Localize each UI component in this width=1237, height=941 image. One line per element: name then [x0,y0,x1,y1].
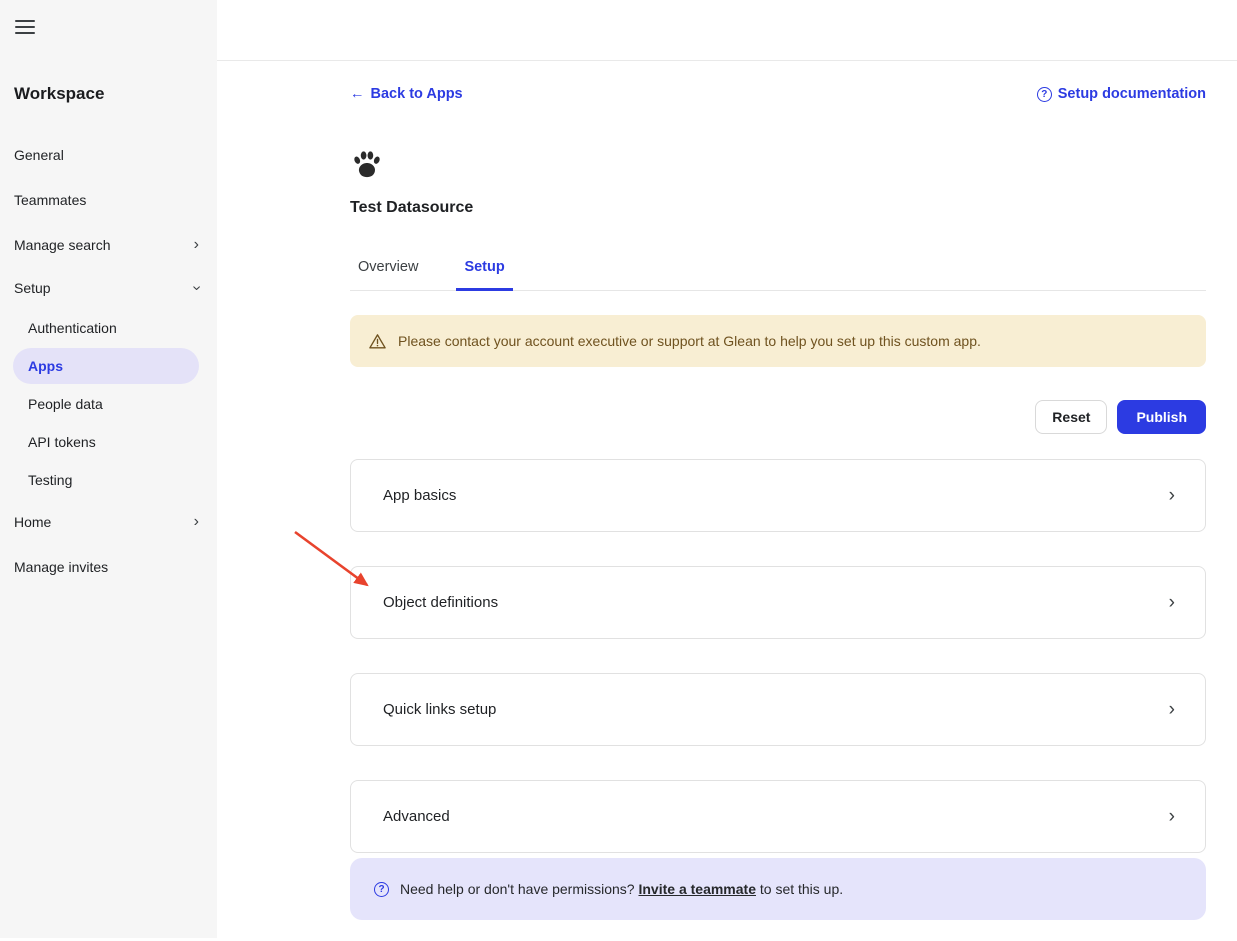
tab-overview[interactable]: Overview [358,259,419,275]
help-circle-icon: ? [1037,87,1052,102]
back-to-apps-link[interactable]: ← Back to Apps [350,86,463,102]
warning-text: Please contact your account executive or support at Glean to help you set up this custom app. [398,333,981,349]
sidebar-item-api-tokens[interactable]: API tokens [28,434,96,450]
content-column [350,61,1206,920]
sidebar-nav [0,132,217,589]
sidebar-item-apps[interactable]: Apps [13,348,199,384]
help-banner [350,858,1206,920]
page-title: Test Datasource [350,199,474,216]
sidebar-item-authentication[interactable]: Authentication [28,320,117,336]
tab-setup[interactable]: Setup [456,259,512,291]
sidebar-item-home[interactable]: Home › [14,512,199,530]
sidebar-item-setup[interactable]: Setup › [14,280,206,296]
chevron-right-icon: › [193,235,199,253]
invite-teammate-link[interactable]: Invite a teammate [638,881,756,897]
sidebar-item-testing[interactable]: Testing [28,472,73,488]
setup-documentation-link[interactable]: ? Setup documentation [1037,86,1206,102]
paw-icon [350,148,384,182]
reset-button[interactable]: Reset [1035,400,1107,434]
workspace-sidebar [0,0,217,938]
chevron-right-icon: › [1168,806,1175,827]
warning-triangle-icon [368,332,387,351]
chevron-down-icon: › [188,285,206,291]
sidebar-item-general[interactable]: General [14,146,64,163]
section-advanced[interactable]: Advanced › [350,780,1206,853]
publish-button[interactable]: Publish [1117,400,1206,434]
tab-bar [350,259,1206,291]
main-area [217,0,1237,941]
sidebar-heading: Workspace [14,84,105,103]
sidebar-item-teammates[interactable]: Teammates [14,191,87,208]
warning-banner [350,315,1206,367]
sidebar-item-people-data[interactable]: People data [28,396,103,412]
chevron-right-icon: › [1168,592,1175,613]
section-app-basics[interactable]: App basics › [350,459,1206,532]
chevron-right-icon: › [1168,485,1175,506]
top-bar [217,0,1237,61]
sidebar-item-manage-search[interactable]: Manage search › [14,235,199,253]
sidebar-item-manage-invites[interactable]: Manage invites [14,558,109,575]
section-quick-links-setup[interactable]: Quick links setup › [350,673,1206,746]
back-arrow-icon: ← [350,86,365,102]
hamburger-menu-icon[interactable] [15,20,35,34]
chevron-right-icon: › [193,512,199,530]
help-circle-icon: ? [374,882,389,897]
section-object-definitions[interactable]: Object definitions › [350,566,1206,639]
help-text: Need help or don't have permissions? Invite a teammate to set this up. [400,881,844,897]
chevron-right-icon: › [1168,699,1175,720]
